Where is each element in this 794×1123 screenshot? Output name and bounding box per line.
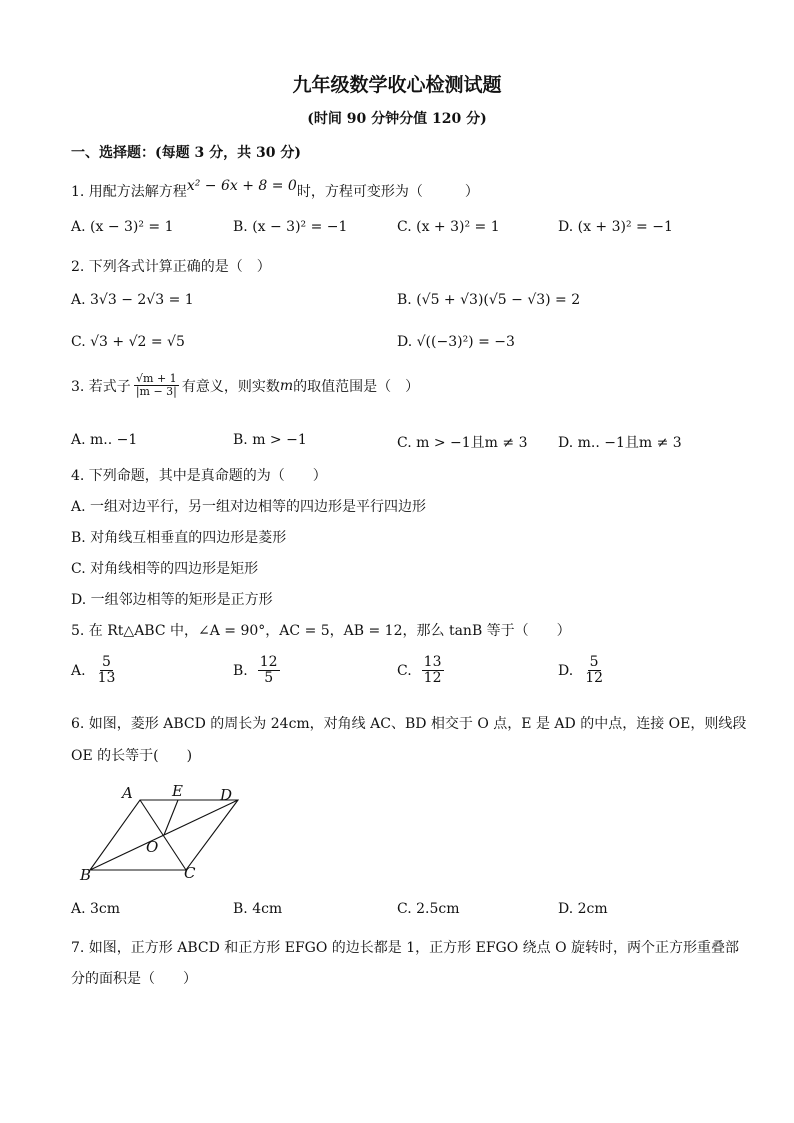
- question-2-stem: 2. 下列各式计算正确的是（ ）: [71, 259, 271, 275]
- question-7-stem-line-1: 7. 如图，正方形 ABCD 和正方形 EFGO 的边长都是 1，正方形 EFGO 绕点 O 旋转时，两个正方形重叠部: [71, 940, 740, 956]
- question-3-option-c: C. m > −1且m ≠ 3: [397, 435, 528, 451]
- question-3-option-a: A. m.. −1: [71, 432, 138, 448]
- question-3-stem-a: 3. 若式子: [71, 378, 131, 395]
- option-label: D.: [558, 662, 574, 679]
- option-label: B.: [233, 662, 248, 679]
- page-subtitle: (时间 90 分钟分值 120 分): [307, 111, 487, 127]
- question-3-stem-c: 的取值范围是（ ）: [293, 378, 420, 395]
- fraction-denominator: 12: [423, 670, 442, 687]
- question-3-option-b: B. m > −1: [233, 432, 307, 448]
- question-4-stem: 4. 下列命题，其中是真命题的为（ ）: [71, 468, 327, 484]
- question-2-option-b: B. (√5 + √3)(√5 − √3) = 2: [397, 292, 581, 308]
- fraction-denominator: 13: [97, 670, 116, 687]
- question-5-stem: 5. 在 Rt△ABC 中，∠A = 90°，AC = 5，AB = 12，那么 tanB 等于（ ）: [71, 623, 571, 639]
- question-1-option-b: B. (x − 3)² = −1: [233, 219, 348, 235]
- question-6-option-a: A. 3cm: [71, 901, 121, 917]
- option-fraction: [258, 655, 280, 687]
- label-c: C: [184, 864, 196, 882]
- page-title: 九年级数学收心检测试题: [292, 74, 502, 96]
- question-5-option-c: [397, 655, 447, 687]
- question-4-option-c: C. 对角线相等的四边形是矩形: [71, 561, 259, 577]
- question-7-stem-line-2: 分的面积是（ ）: [71, 971, 197, 987]
- question-5-option-d: [558, 655, 608, 687]
- question-1: [71, 178, 479, 201]
- option-label: A.: [71, 662, 86, 679]
- question-3-stem-b: 有意义，则实数: [181, 378, 280, 395]
- fraction-numerator: 5: [102, 654, 111, 670]
- option-fraction: [422, 655, 444, 687]
- question-2-option-c: C. √3 + √2 = √5: [71, 334, 185, 350]
- question-2-option-a: A. 3√3 − 2√3 = 1: [71, 292, 194, 308]
- question-3-fraction-numerator: √m + 1: [136, 372, 177, 385]
- question-1-stem-a: 1. 用配方法解方程: [71, 184, 187, 200]
- fraction-numerator: 12: [259, 654, 278, 670]
- question-3: [71, 373, 419, 398]
- fraction-numerator: 13: [423, 654, 442, 670]
- question-3-variable: m: [279, 377, 294, 394]
- question-6-stem-line-2: OE 的长等于( ): [71, 748, 193, 764]
- question-5-option-b: [233, 655, 283, 687]
- question-1-option-c: C. (x + 3)² = 1: [397, 219, 500, 235]
- question-1-option-d: D. (x + 3)² = −1: [558, 219, 673, 235]
- question-1-stem-b: 时，方程可变形为（ ）: [296, 184, 479, 200]
- question-1-option-a: A. (x − 3)² = 1: [71, 219, 174, 235]
- label-d: D: [220, 786, 233, 804]
- label-o: O: [146, 838, 159, 856]
- option-fraction: [583, 655, 605, 687]
- question-1-equation: x² − 6x + 8 = 0: [186, 178, 297, 194]
- question-5-option-a: [71, 655, 120, 687]
- rhombus-figure: [78, 782, 248, 882]
- option-fraction: [96, 655, 118, 687]
- question-4-option-d: D. 一组邻边相等的矩形是正方形: [71, 592, 273, 608]
- question-2-option-d: D. √((−3)²) = −3: [397, 334, 515, 350]
- question-6-stem-line-1: 6. 如图，菱形 ABCD 的周长为 24cm，对角线 AC、BD 相交于 O 点，E 是 AD 的中点，连接 OE，则线段: [71, 716, 747, 732]
- label-e: E: [172, 782, 183, 800]
- question-3-fraction: [134, 373, 179, 398]
- label-b: B: [80, 866, 92, 882]
- fraction-denominator: 5: [264, 670, 274, 687]
- fraction-numerator: 5: [589, 654, 599, 670]
- label-a: A: [122, 784, 133, 802]
- question-6-option-c: C. 2.5cm: [397, 901, 460, 917]
- question-6-option-b: B. 4cm: [233, 901, 283, 917]
- question-3-option-d: D. m.. −1且m ≠ 3: [558, 435, 682, 451]
- section-heading: 一、选择题：(每题 3 分，共 30 分): [71, 145, 301, 161]
- fraction-denominator: 12: [585, 670, 604, 687]
- question-3-fraction-denominator: |m − 3|: [135, 385, 177, 399]
- option-label: C.: [397, 662, 412, 679]
- question-4-option-b: B. 对角线互相垂直的四边形是菱形: [71, 530, 287, 546]
- question-4-option-a: A. 一组对边平行，另一组对边相等的四边形是平行四边形: [71, 499, 427, 515]
- question-6-option-d: D. 2cm: [558, 901, 608, 917]
